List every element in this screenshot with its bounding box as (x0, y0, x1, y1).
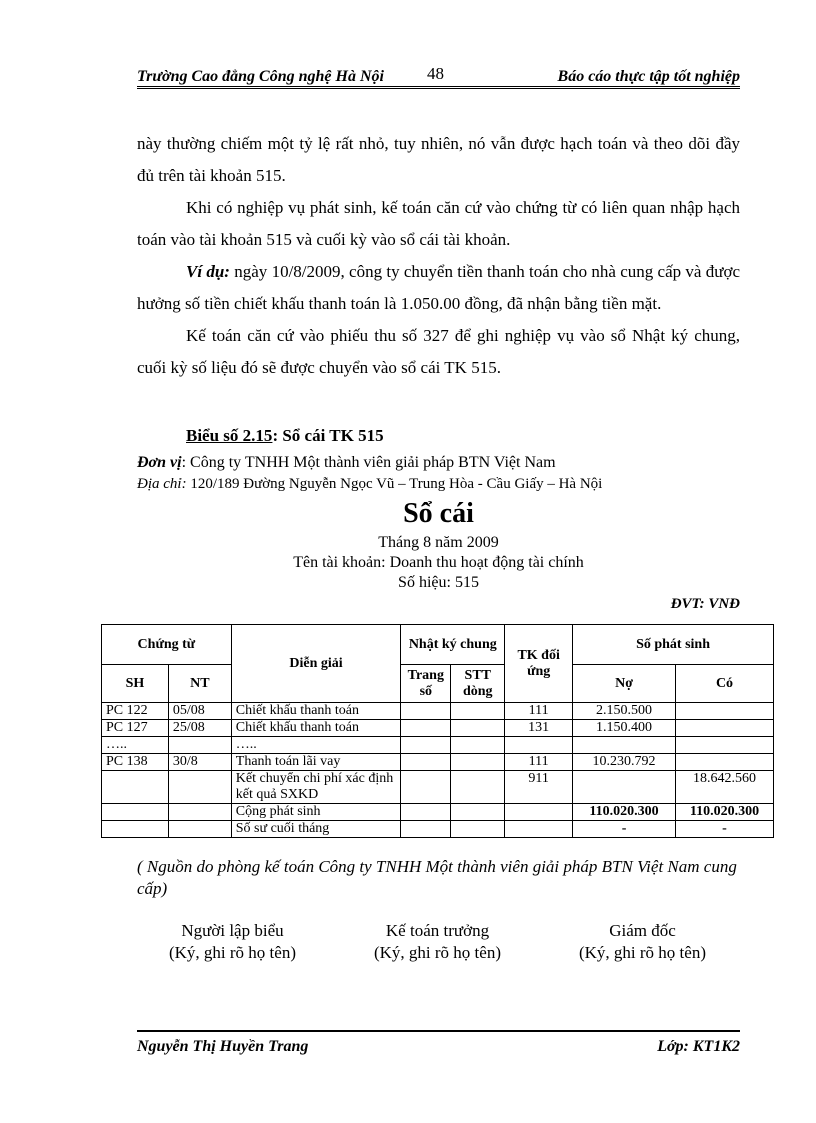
unit-value: : Công ty TNHH Một thành viên giải pháp BTN Việt Nam (181, 454, 556, 471)
cell-credit (676, 720, 774, 737)
cell-desc: ….. (231, 737, 401, 754)
closing-debit: - (573, 821, 676, 838)
cell-debit (573, 771, 676, 804)
paragraph-3 (137, 256, 740, 320)
cell-nt (168, 737, 231, 754)
signature-note: (Ký, ghi rõ họ tên) (578, 943, 706, 962)
signature-role: Kế toán trưởng (385, 921, 490, 940)
table-row (102, 771, 774, 804)
page-number: 48 (427, 64, 444, 83)
unit-label: Đơn vị (137, 454, 182, 471)
ledger-account-number: Số hiệu: 515 (398, 574, 479, 591)
col-journal: Nhật ký chung (401, 625, 505, 665)
cell-empty (401, 804, 451, 821)
caption-text: : Sổ cái TK 515 (272, 426, 384, 445)
cell-line (451, 771, 505, 804)
cell-empty (168, 804, 231, 821)
ledger-account-name: Tên tài khoản: Doanh thu hoạt động tài chính (293, 554, 584, 571)
cell-debit: 10.230.792 (573, 754, 676, 771)
cell-page (401, 754, 451, 771)
col-nt: NT (168, 665, 231, 703)
table-row (102, 720, 774, 737)
cell-sh: PC 127 (102, 720, 169, 737)
total-credit: 110.020.300 (676, 804, 774, 821)
closing-label: Số sư cuối tháng (231, 821, 401, 838)
table-row (102, 703, 774, 720)
body-text (137, 128, 740, 384)
cell-nt: 30/8 (168, 754, 231, 771)
cell-credit (676, 703, 774, 720)
cell-credit: 18.642.560 (676, 771, 774, 804)
cell-debit (573, 737, 676, 754)
signature-director (545, 920, 740, 964)
cell-empty (102, 804, 169, 821)
currency-unit: ĐVT: VNĐ (670, 596, 740, 612)
col-debit: Nợ (573, 665, 676, 703)
cell-empty (451, 804, 505, 821)
col-description: Diễn giải (231, 625, 401, 703)
unit-line (137, 454, 556, 472)
cell-desc: Thanh toán lãi vay (231, 754, 401, 771)
closing-row (102, 821, 774, 838)
closing-credit: - (676, 821, 774, 838)
cell-tk: 911 (505, 771, 573, 804)
signature-note: (Ký, ghi rõ họ tên) (168, 943, 296, 962)
signature-note: (Ký, ghi rõ họ tên) (373, 943, 501, 962)
col-credit: Có (676, 665, 774, 703)
cell-page (401, 771, 451, 804)
cell-debit: 2.150.500 (573, 703, 676, 720)
col-page: Trang số (401, 665, 451, 703)
cell-nt: 05/08 (168, 703, 231, 720)
total-row (102, 804, 774, 821)
cell-empty (102, 821, 169, 838)
cell-empty (505, 821, 573, 838)
total-label: Cộng phát sinh (231, 804, 401, 821)
table-caption (186, 426, 384, 446)
cell-sh: PC 122 (102, 703, 169, 720)
cell-tk: 131 (505, 720, 573, 737)
paragraph-2: Khi có nghiệp vụ phát sinh, kế toán căn cứ vào chứng từ có liên quan nhập hạch toán vào tài khoản 515 và cuối kỳ vào sổ cái tài khoản. (137, 198, 740, 249)
cell-nt (168, 771, 231, 804)
page-header (137, 62, 740, 89)
signature-role: Người lập biểu (181, 921, 284, 940)
cell-sh (102, 771, 169, 804)
signature-role: Giám đốc (609, 921, 676, 940)
paragraph-1: này thường chiếm một tỷ lệ rất nhỏ, tuy nhiên, nó vẫn được hạch toán và theo dõi đầy đủ trên tài khoản 515. (137, 134, 740, 185)
cell-nt: 25/08 (168, 720, 231, 737)
cell-empty (505, 804, 573, 821)
col-amount: Số phát sinh (573, 625, 774, 665)
example-label: Ví dụ: (186, 262, 230, 281)
col-sh: SH (102, 665, 169, 703)
paragraph-4: Kế toán căn cứ vào phiếu thu số 327 để ghi nghiệp vụ vào sổ Nhật ký chung, cuối kỳ số liệu đó sẽ được chuyển vào sổ cái TK 515. (137, 326, 740, 377)
cell-sh: ….. (102, 737, 169, 754)
cell-tk (505, 737, 573, 754)
address-line (137, 476, 602, 493)
cell-line (451, 703, 505, 720)
cell-line (451, 754, 505, 771)
cell-desc: Chiết khấu thanh toán (231, 720, 401, 737)
address-label: Địa chỉ: (137, 476, 187, 492)
cell-debit: 1.150.400 (573, 720, 676, 737)
header-school: Trường Cao đẳng Công nghệ Hà Nội (137, 68, 384, 85)
cell-sh: PC 138 (102, 754, 169, 771)
cell-line (451, 737, 505, 754)
table-row (102, 737, 774, 754)
cell-empty (401, 821, 451, 838)
example-text: ngày 10/8/2009, công ty chuyển tiền thanh toán cho nhà cung cấp và được hưởng số tiền chiết khấu thanh toán là 1.050.00 đồng, đã nhận bằng tiền mặt. (137, 262, 740, 313)
cell-page (401, 737, 451, 754)
cell-page (401, 703, 451, 720)
signature-preparer (135, 920, 330, 964)
col-line: STT dòng (451, 665, 505, 703)
footer-class: Lớp: KT1K2 (657, 1038, 740, 1055)
caption-label: Biểu số 2.15 (186, 426, 273, 445)
page-footer (137, 1030, 740, 1058)
footer-author: Nguyễn Thị Huyền Trang (137, 1038, 309, 1055)
cell-empty (451, 821, 505, 838)
cell-desc: Kết chuyển chi phí xác định kết quả SXKD (231, 771, 401, 804)
address-value: 120/189 Đường Nguyễn Ngọc Vũ – Trung Hòa - Cầu Giấy – Hà Nội (186, 476, 603, 492)
source-note: ( Nguồn do phòng kế toán Công ty TNHH Một thành viên giải pháp BTN Việt Nam cung cấp) (137, 857, 737, 898)
cell-desc: Chiết khấu thanh toán (231, 703, 401, 720)
cell-line (451, 720, 505, 737)
cell-empty (168, 821, 231, 838)
col-contra-account: TK đối ứng (505, 625, 573, 703)
ledger-title: Sổ cái (403, 498, 474, 529)
col-voucher: Chứng từ (102, 625, 232, 665)
cell-tk: 111 (505, 754, 573, 771)
table-row (102, 754, 774, 771)
total-debit: 110.020.300 (573, 804, 676, 821)
ledger-month: Tháng 8 năm 2009 (378, 534, 499, 551)
cell-credit (676, 737, 774, 754)
ledger-table (101, 624, 774, 838)
cell-tk: 111 (505, 703, 573, 720)
signature-chief-accountant (340, 920, 535, 964)
header-report-title: Báo cáo thực tập tốt nghiệp (557, 68, 740, 85)
cell-credit (676, 754, 774, 771)
cell-page (401, 720, 451, 737)
